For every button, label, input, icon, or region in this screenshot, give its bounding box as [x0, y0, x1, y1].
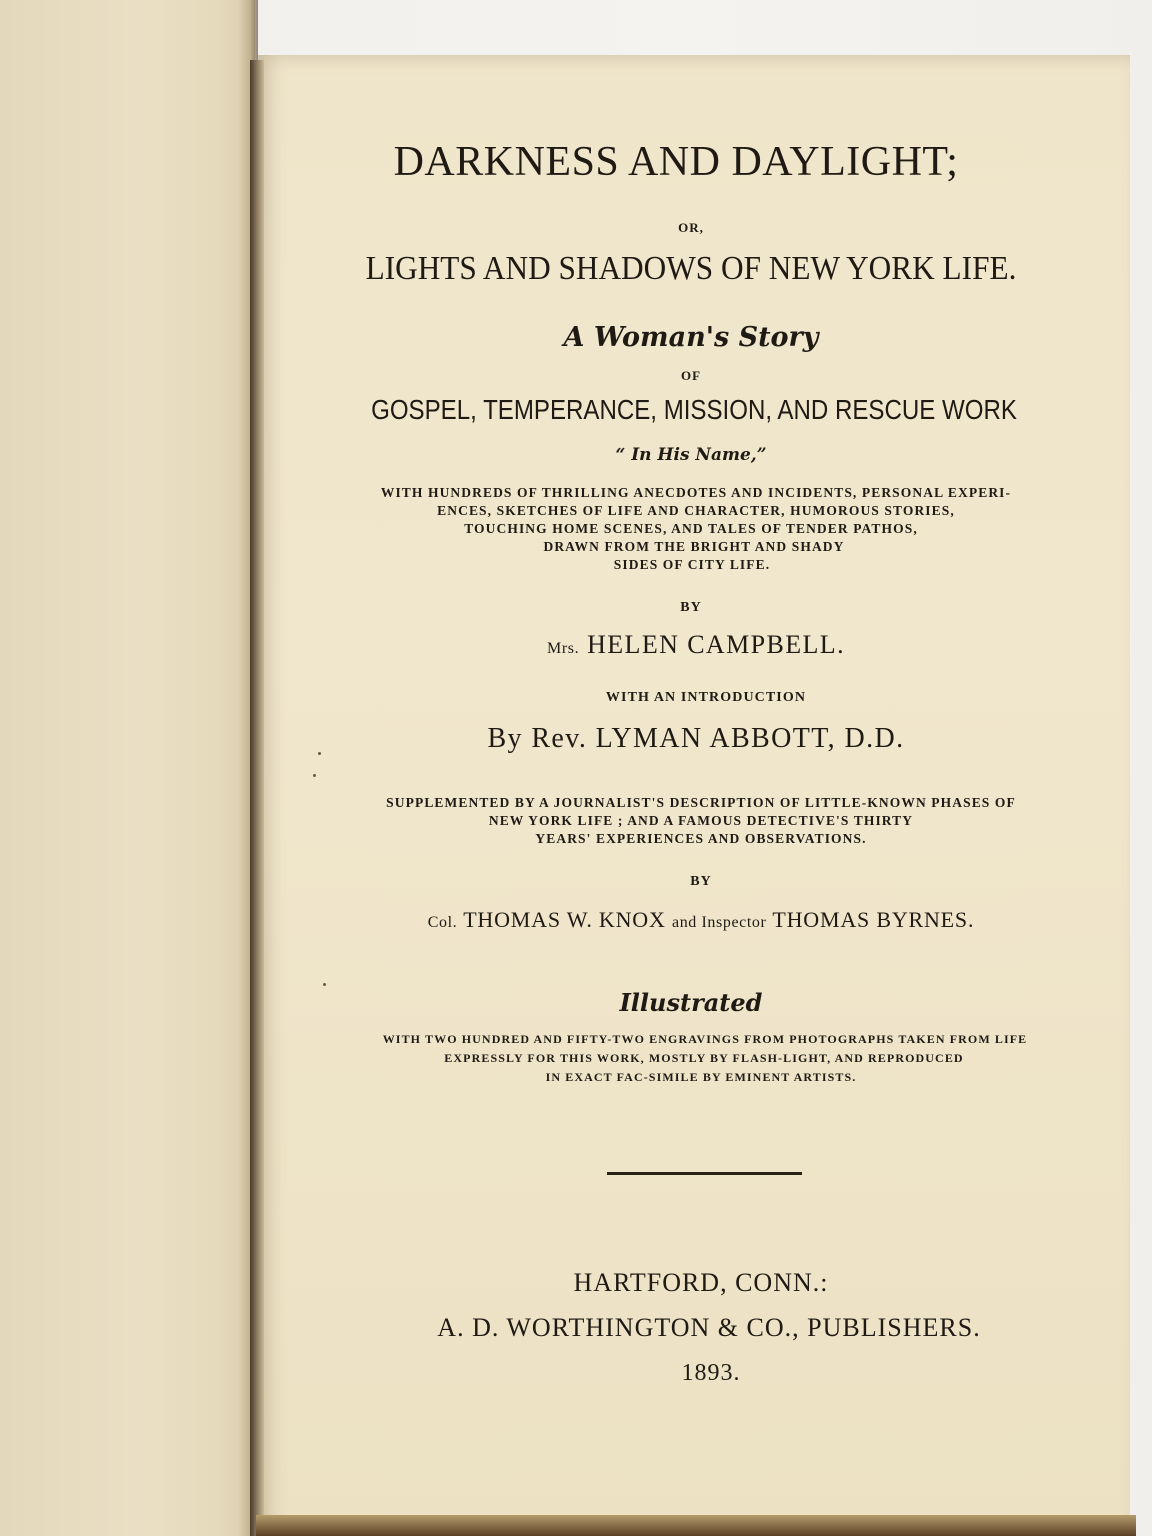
womans-story-heading: A Woman's Story — [563, 322, 819, 353]
publisher-line: A. D. WORTHINGTON & CO., PUBLISHERS. — [437, 1313, 981, 1342]
introduction-author-line — [0, 723, 1152, 755]
intro-name: LYMAN ABBOTT, D.D. — [595, 723, 905, 754]
of-connector: OF — [680, 368, 702, 383]
illustration-line: IN EXACT FAC-SIMILE BY EMINENT ARTISTS. — [545, 1070, 857, 1084]
col-prefix: Col. — [427, 914, 458, 931]
illustration-line: EXPRESSLY FOR THIS WORK, MOSTLY BY FLASH-LIGHT, AND REPRODUCED — [444, 1051, 964, 1065]
with-introduction-label: WITH AN INTRODUCTION — [605, 690, 807, 705]
supplement-line: SUPPLEMENTED BY A JOURNALIST'S DESCRIPTION OF LITTLE-KNOWN PHASES OF — [386, 795, 1016, 810]
inspector-name: THOMAS BYRNES. — [772, 907, 975, 932]
by-label: BY — [690, 874, 712, 889]
publication-place: HARTFORD, CONN.: — [573, 1268, 829, 1297]
book-subtitle: LIGHTS AND SHADOWS OF NEW YORK LIFE. — [365, 250, 1017, 287]
or-connector: OR, — [678, 220, 704, 235]
illustration-line: WITH TWO HUNDRED AND FIFTY-TWO ENGRAVINGS FROM PHOTOGRAPHS TAKEN FROM LIFE — [382, 1032, 1028, 1046]
author-line — [0, 630, 1152, 660]
paper-speck — [318, 752, 321, 755]
description-line: ENCES, SKETCHES OF LIFE AND CHARACTER, HUMOROUS STORIES, — [437, 503, 955, 518]
author-prefix: Mrs. — [547, 640, 580, 657]
gospel-line: GOSPEL, TEMPERANCE, MISSION, AND RESCUE WORK — [371, 394, 1017, 425]
intro-prefix: By Rev. — [487, 723, 588, 754]
author-name: HELEN CAMPBELL. — [587, 630, 845, 659]
book-cover-edge — [256, 1515, 1136, 1536]
supplement-line: NEW YORK LIFE ; AND A FAMOUS DETECTIVE'S THIRTY — [488, 813, 914, 828]
description-line: SIDES OF CITY LIFE. — [613, 557, 771, 572]
description-line: WITH HUNDREDS OF THRILLING ANECDOTES AND INCIDENTS, PERSONAL EXPERI- — [380, 485, 1012, 500]
col-name: THOMAS W. KNOX — [463, 907, 666, 932]
and-inspector: and Inspector — [672, 914, 767, 931]
paper-speck — [313, 774, 316, 777]
by-label: BY — [680, 600, 702, 615]
book-title: DARKNESS AND DAYLIGHT; — [393, 139, 959, 185]
contributors-line — [0, 907, 1152, 933]
illustrated-heading: Illustrated — [619, 988, 763, 1017]
publication-year: 1893. — [681, 1360, 741, 1386]
paper-speck — [323, 983, 326, 986]
supplement-line: YEARS' EXPERIENCES AND OBSERVATIONS. — [535, 831, 867, 846]
in-his-name: “ In His Name,” — [615, 445, 767, 465]
description-line: TOUCHING HOME SCENES, AND TALES OF TENDER PATHOS, — [464, 521, 918, 536]
description-line: DRAWN FROM THE BRIGHT AND SHADY — [543, 539, 845, 554]
divider-rule — [607, 1172, 802, 1175]
